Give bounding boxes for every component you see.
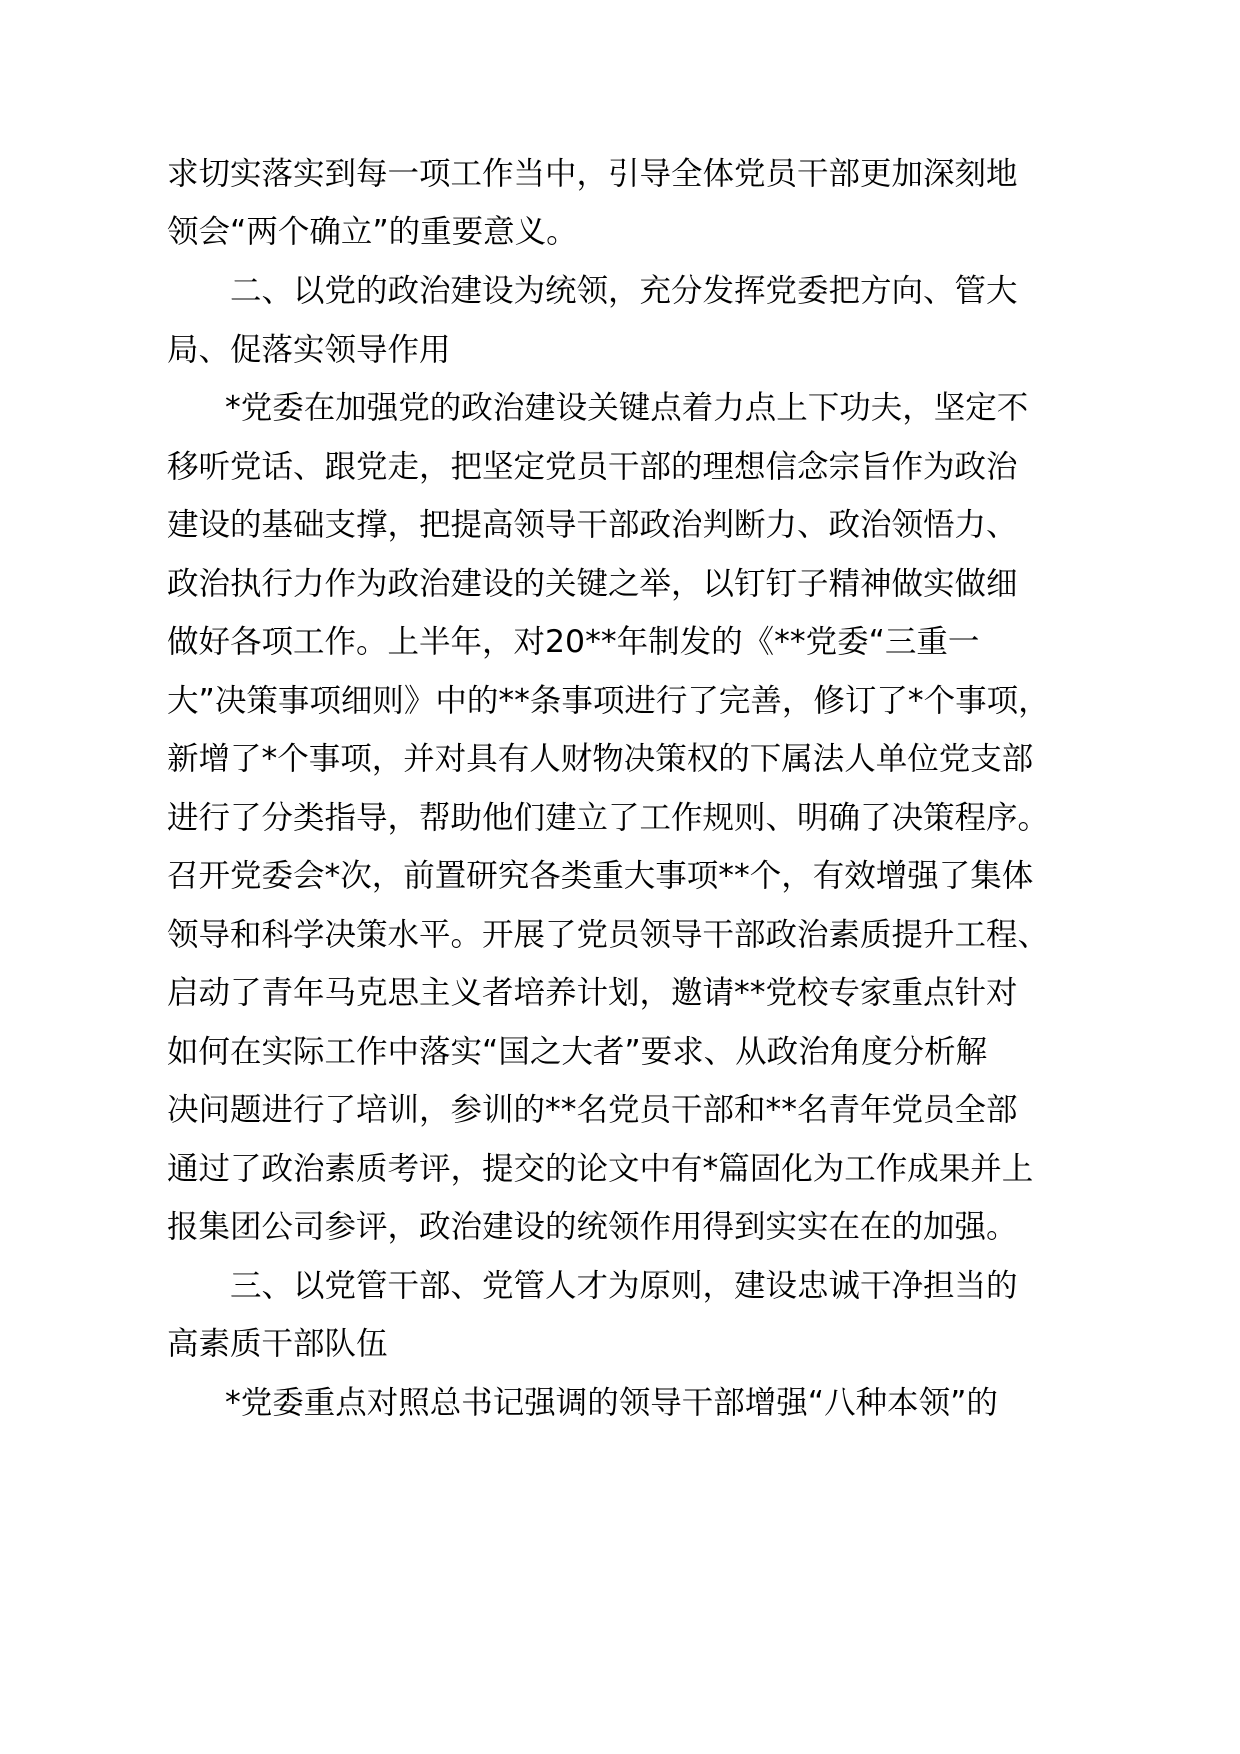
text-line: 做好各项工作。上半年，对20**年制发的《**党委“三重一: [167, 624, 980, 660]
text-line: *党委在加强党的政治建设关键点着力点上下功夫，坚定不: [225, 390, 1029, 426]
text-line: 领导和科学决策水平。开展了党员领导干部政治素质提升工程、: [167, 917, 1050, 953]
text-line: *党委重点对照总书记强调的领导干部增强“八种本领”的: [225, 1385, 998, 1421]
text-line: 大”决策事项细则》中的**条事项进行了完善，修订了*个事项，: [167, 683, 1050, 719]
text-line: 通过了政治素质考评，提交的论文中有*篇固化为工作成果并上: [167, 1151, 1034, 1187]
text-line: 求切实落实到每一项工作当中，引导全体党员干部更加深刻地: [167, 156, 1018, 192]
text-line: 移听党话、跟党走，把坚定党员干部的理想信念宗旨作为政治: [167, 449, 1018, 485]
text-line: 政治执行力作为政治建设的关键之举，以钉钉子精神做实做细: [167, 566, 1018, 602]
section-heading: 局、促落实领导作用: [167, 332, 451, 368]
text-line: 新增了*个事项，并对具有人财物决策权的下属法人单位党支部: [167, 741, 1034, 777]
text-line: 进行了分类指导，帮助他们建立了工作规则、明确了决策程序。: [167, 800, 1050, 836]
text-line: 召开党委会*次，前置研究各类重大事项**个，有效增强了集体: [167, 858, 1034, 894]
text-line: 启动了青年马克思主义者培养计划，邀请**党校专家重点针对: [167, 975, 1018, 1011]
section-heading: 二、以党的政治建设为统领，充分发挥党委把方向、管大: [230, 273, 1018, 309]
text-line: 决问题进行了培训，参训的**名党员干部和**名青年党员全部: [167, 1092, 1018, 1128]
text-line: 建设的基础支撑，把提高领导干部政治判断力、政治领悟力、: [167, 507, 1018, 543]
text-line: 如何在实际工作中落实“国之大者”要求、从政治角度分析解: [167, 1034, 988, 1070]
section-heading: 三、以党管干部、党管人才为原则，建设忠诚干净担当的: [230, 1268, 1018, 1304]
section-heading: 高素质干部队伍: [167, 1326, 388, 1362]
text-line: 报集团公司参评，政治建设的统领作用得到实实在在的加强。: [167, 1209, 1018, 1245]
text-line: 领会“两个确立”的重要意义。: [167, 214, 578, 250]
